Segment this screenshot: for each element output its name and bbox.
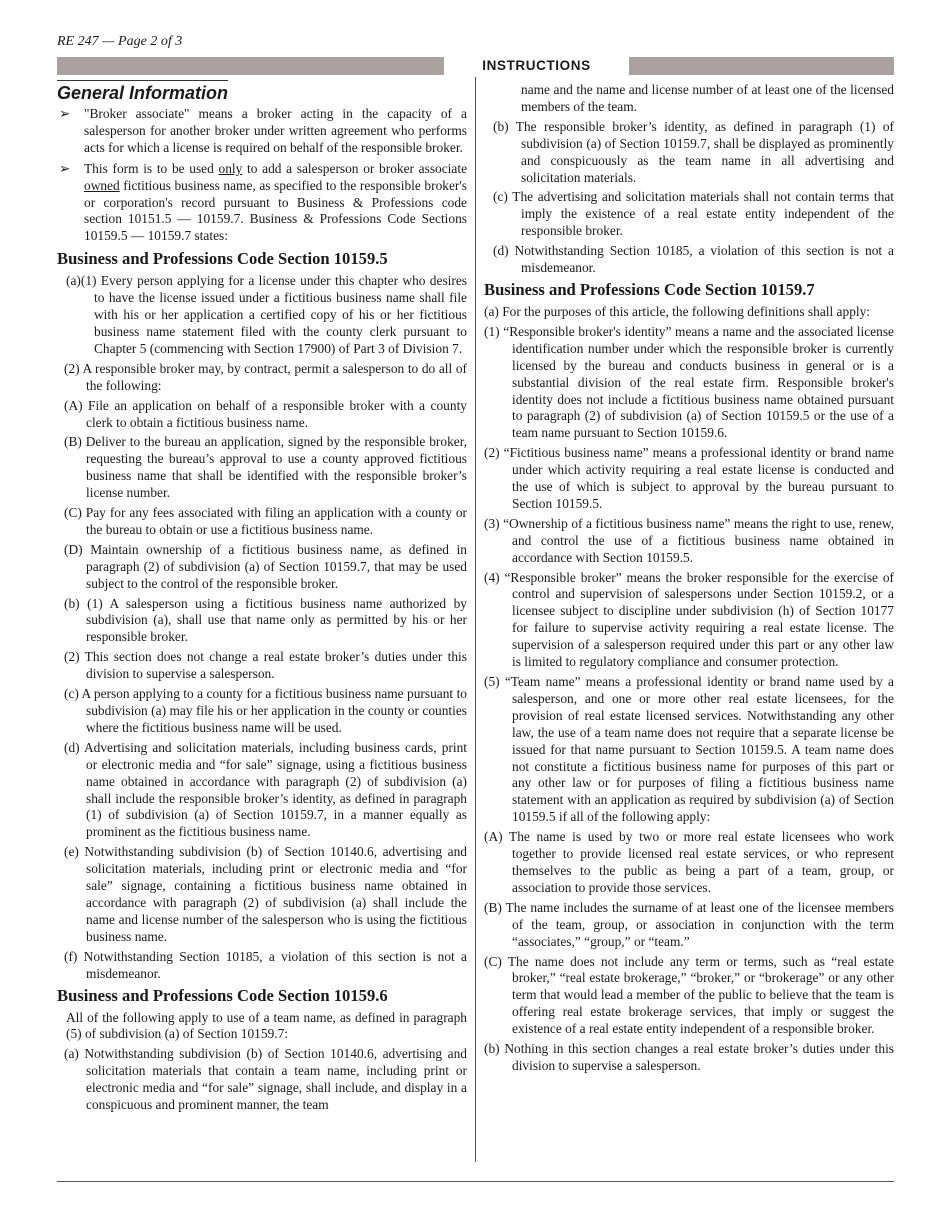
- paragraph: (a)(1) Every person applying for a license under this chapter who desires to have the license issued under a fictitious business name shall file with his or her application a certified copy of his or her fictitious business name statement filed with the county clerk pursuant to Chapter 5 (commencing with Section 17900) of Part 3 of Division 7.: [66, 273, 467, 356]
- paragraph: (D) Maintain ownership of a fictitious business name, as defined in paragraph (2) of subdivision (a) of Section 10159.7, that may be used subject to the control of the responsible broker.: [64, 541, 467, 591]
- paragraph: (4) “Responsible broker” means the broker responsible for the exercise of control and supervision of salespersons under Section 10159.2, or a licensee subject to discipline under subdivision (h) of Section 10177 for failure to supervise activity requiring a real estate license. The supervision of a salesperson required under this part or any other law is limited to regulatory compliance and consumer protection.: [484, 569, 894, 670]
- paragraph: (f) Notwithstanding Section 10185, a violation of this section is not a misdemeanor.: [64, 948, 467, 981]
- bottom-rule: [57, 1181, 894, 1182]
- paragraph: (c) The advertising and solicitation materials shall not contain terms that imply the existence of a real estate entity independent of the responsible broker.: [493, 189, 894, 239]
- paragraph: (b) (1) A salesperson using a fictitious business name authorized by subdivision (a), shall use that name only as permitted by his or her responsible broker.: [64, 595, 467, 645]
- paragraph: (5) “Team name” means a professional identity or brand name used by a salesperson, and one or more other real estate licensees, for the provision of real estate licensed services. Notwithstanding any other law, the use of a team name does not require that a separate license be issued for that name pursuant to Section 10159.5. A team name does not constitute a fictitious business name for purposes of this part or any other law or for purposes of filing a fictitious business name statement with an application as required by subdivision (a) of Section 10159.5 if all of the following apply:: [484, 674, 894, 825]
- paragraph: (B) Deliver to the bureau an application, signed by the responsible broker, requesting the bureau’s approval to use a county approved fictitious business name that shall be identified with the responsible broker’s license number.: [64, 434, 467, 501]
- general-information-heading: General Information: [57, 80, 228, 104]
- page-label: RE 247 — Page 2 of 3: [57, 34, 183, 49]
- paragraph: All of the following apply to use of a team name, as defined in paragraph (5) of subdivision (a) of Section 10159.7:: [66, 1009, 467, 1042]
- paragraph: (2) “Fictitious business name” means a professional identity or brand name under which activity requiring a real estate license is conducted and the use of which is subject to approval by the bureau pursuant to Section 10159.5.: [484, 445, 894, 511]
- instructions-bar: [57, 57, 894, 75]
- underlined-owned: owned: [84, 177, 120, 193]
- paragraph: (a) Notwithstanding subdivision (b) of Section 10140.6, advertising and solicitation materials that contain a team name, including print or electronic media and “for sale” signage, shall include, and display in a conspicuous and prominent manner, the team: [64, 1046, 467, 1113]
- left-column: [57, 80, 467, 1117]
- section-10159-5-heading: Business and Professions Code Section 10159.5: [57, 249, 388, 269]
- paragraph: (2) This section does not change a real estate broker’s duties under this division to supervise a salesperson.: [64, 649, 467, 682]
- paragraph: (e) Notwithstanding subdivision (b) of Section 10140.6, advertising and solicitation materials, including print or electronic media and “for sale” signage, containing a fictitious business name obtained in accordance with paragraph (2) of subdivision (a) shall include the name and license number of the salesperson who is using the fictitious business name.: [64, 844, 467, 944]
- arrow-bullet-icon: ➢: [59, 106, 71, 121]
- section-10159-7-heading: Business and Professions Code Section 10159.7: [484, 279, 815, 299]
- paragraph: (c) A person applying to a county for a fictitious business name pursuant to subdivision (a) may file his or her application in the county or counties where the fictitious business name will be used.: [64, 686, 467, 735]
- paragraph: (1) “Responsible broker's identity” means a name and the associated license identification number under which the responsible broker is currently licensed by the bureau and conducts business in general or is a substantial division of the real estate firm. Responsible broker's identity does not include a fictitious business name obtained pursuant to paragraph (2) of subdivision (a) of Section 10159.5 or the use of a team name pursuant to Section 10159.6.: [484, 323, 894, 441]
- paragraph: (B) The name includes the surname of at least one of the licensee members of the team, group, or association in conjunction with the term “associates,” “group,” or “team.”: [484, 899, 894, 949]
- bullet-broker-associate: [57, 106, 467, 157]
- paragraph: (a) For the purposes of this article, the following definitions shall apply:: [484, 303, 871, 319]
- paragraph: (C) The name does not include any term or terms, such as “real estate broker,” “real estate brokerage,” “broker,” or “brokerage” or any other term that would lead a member of the public to believe that the team is offering real estate brokerage services, that imply or suggest the existence of a real estate entity independent of a responsible broker.: [484, 953, 894, 1037]
- paragraph: (2) A responsible broker may, by contract, permit a salesperson to do all of the following:: [64, 360, 467, 393]
- bullet-text: This form is to be used only to add a salesperson or broker associate owned fictitious business name, as specified to the responsible broker's or corporation's record pursuant to Business & Professions code section 10151.5 — 10159.7. Business & Professions Code Sections 10159.5 — 10159.7 states:: [84, 160, 468, 244]
- column-divider: [475, 77, 476, 1162]
- right-column: [484, 82, 894, 1078]
- underlined-only: only: [218, 160, 243, 176]
- bullet-form-use: [57, 161, 467, 246]
- paragraph: (A) File an application on behalf of a responsible broker with a county clerk to obtain a fictitious business name.: [64, 397, 467, 430]
- bullet-text: "Broker associate" means a broker acting in the capacity of a salesperson for another broker under written agreement who performs acts for which a license is required on behalf of the responsible broker.: [84, 106, 467, 155]
- paragraph: (3) “Ownership of a fictitious business name” means the right to use, renew, and control the use of a fictitious business name obtained in accordance with Section 10159.5.: [484, 515, 894, 565]
- paragraph: (b) The responsible broker’s identity, as defined in paragraph (1) of subdivision (a) of Section 10159.7, shall be displayed as prominently and conspicuously as the team name in all advertising and solicitation materials.: [493, 118, 894, 185]
- paragraph: (A) The name is used by two or more real estate licensees who work together to provide licensed real estate services, or who represent themselves to the public as being a part of a team, group, or association to provide those services.: [484, 829, 894, 895]
- paragraph: (b) Nothing in this section changes a real estate broker’s duties under this division to supervise a salesperson.: [484, 1041, 894, 1073]
- instructions-title: INSTRUCTIONS: [444, 57, 629, 75]
- section-10159-6-heading: Business and Professions Code Section 10159.6: [57, 985, 388, 1005]
- arrow-bullet-icon: ➢: [59, 160, 71, 176]
- paragraph: (C) Pay for any fees associated with filing an application with a county or the bureau to obtain or use a fictitious business name.: [64, 505, 467, 537]
- paragraph: (d) Notwithstanding Section 10185, a violation of this section is not a misdemeanor.: [493, 243, 894, 276]
- paragraph: (d) Advertising and solicitation materials, including business cards, print or electronic media and “for sale” signage, using a fictitious business name obtained in accordance with paragraph (2) of subdivision (a) shall include the responsible broker’s identity, as defined in paragraph (1) of subdivision (a) of Section 10159.7, in a manner equally as prominent as the fictitious business name.: [64, 739, 467, 840]
- paragraph: name and the name and license number of at least one of the licensed members of the team.: [521, 82, 894, 114]
